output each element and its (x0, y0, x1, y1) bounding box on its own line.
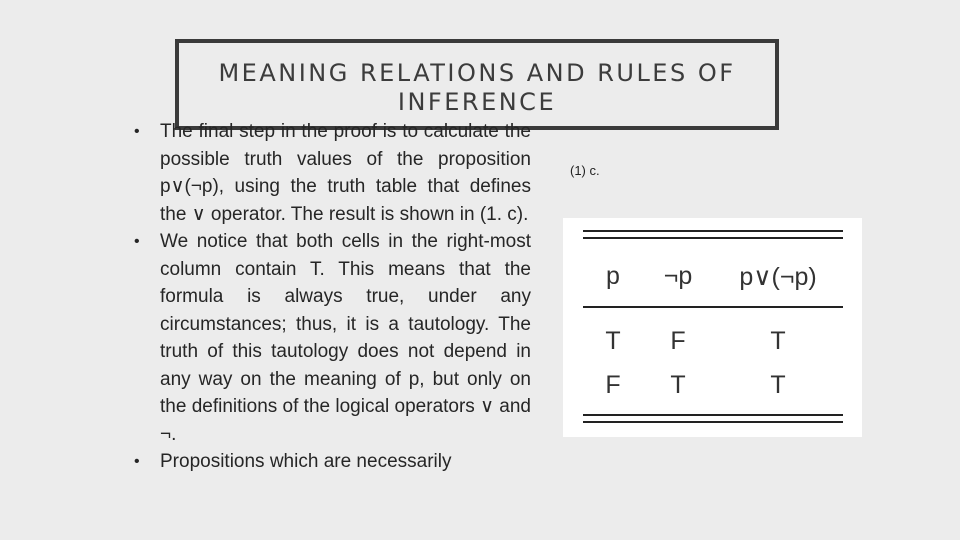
table-cell: F (670, 327, 686, 355)
table-header-rule (583, 306, 843, 308)
table-bottom-rule-double (583, 421, 843, 423)
title-line-1: MEANING RELATIONS AND RULES OF (218, 59, 736, 87)
table-header-cell: ¬p (663, 262, 693, 290)
bullet-text-3: Propositions which are necessarily (160, 451, 452, 472)
table-top-rule (583, 230, 843, 232)
table-top-rule-double (583, 237, 843, 239)
bullet-icon: • (134, 123, 140, 140)
table-cell: T (605, 327, 621, 355)
slide-title (179, 59, 775, 117)
bullet-icon: • (134, 233, 140, 250)
bullet-item-2 (134, 228, 531, 448)
title-line-2: INFERENCE (397, 88, 557, 116)
bullet-icon: • (134, 453, 140, 470)
title-box (175, 39, 779, 130)
bullet-text-1: The final step in the proof is to calculate the possible truth values of the proposition p∨(¬p), using the truth table that defines the ∨ operator. The result is shown in (1. c). (160, 121, 531, 225)
table-header-cell: p∨(¬p) (739, 263, 817, 291)
table-cell: T (770, 371, 786, 399)
truth-table (563, 218, 862, 437)
bullet-list (134, 118, 531, 540)
table-cell: F (605, 371, 621, 399)
bullet-item-1 (134, 118, 531, 228)
table-header-cell: p (606, 262, 620, 290)
figure-label: (1) c. (570, 163, 600, 178)
table-cell: T (670, 371, 686, 399)
bullet-text-2: We notice that both cells in the right-most column contain T. This means that the formula is always true, under any circumstances; thus, it is a tautology. The truth of this tautology does not depend in any way on the meaning of p, but only on the definitions of the logical operators ∨ and ¬. (160, 231, 531, 445)
table-cell: T (770, 327, 786, 355)
table-bottom-rule (583, 414, 843, 416)
bullet-item-3 (134, 448, 531, 476)
